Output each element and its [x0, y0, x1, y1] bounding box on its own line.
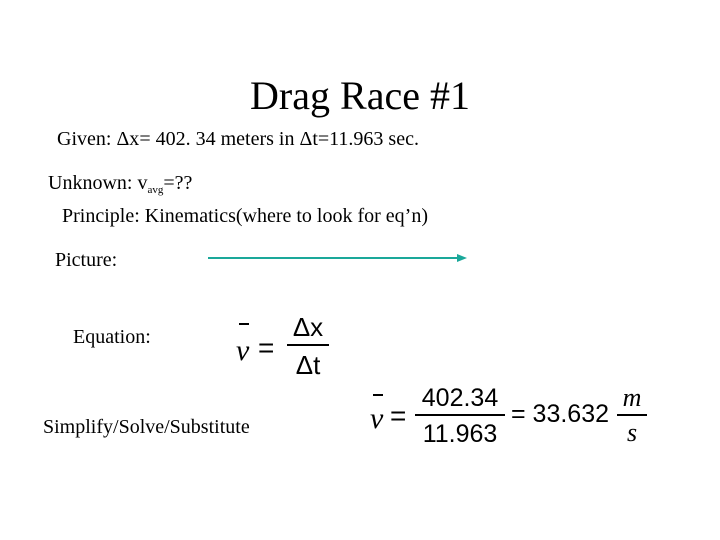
- equation-fraction: [287, 310, 329, 384]
- given-dt-symbol: Δt: [299, 128, 318, 150]
- solution-v-overbar: [373, 394, 383, 396]
- picture-label: Picture:: [55, 249, 118, 271]
- given-dt-text: =11.963 sec.: [317, 128, 419, 150]
- solution-denominator: 11.963: [422, 420, 498, 448]
- equation-average-velocity: [232, 310, 352, 390]
- motion-arrow: [205, 250, 470, 266]
- solve-label: Simplify/Solve/Substitute: [43, 416, 250, 438]
- equation-equals: =: [258, 332, 275, 363]
- given-prefix: Given:: [57, 128, 117, 150]
- unit-denominator: s: [626, 418, 638, 447]
- unit-fraction: [617, 382, 647, 450]
- given-dx-text: = 402. 34 meters in: [139, 128, 300, 150]
- solution-equals: =: [390, 400, 407, 431]
- unknown-suffix: =??: [163, 172, 193, 194]
- solution-v: v: [370, 402, 384, 435]
- slide-title: [0, 72, 720, 119]
- equation-label: Equation:: [73, 326, 151, 348]
- equation-v: v: [236, 334, 250, 367]
- given-line: [57, 128, 419, 151]
- unknown-prefix: Unknown: v: [48, 172, 148, 194]
- solution-fraction: [415, 382, 505, 452]
- principle-line: Principle: Kinematics(where to look for eq’n): [62, 205, 428, 227]
- solution-numerator: 402.34: [421, 384, 499, 412]
- equation-numerator: Δx: [292, 312, 324, 342]
- given-dx-symbol: Δx: [116, 128, 140, 150]
- arrow-head: [457, 254, 467, 262]
- unknown-subscript: avg: [147, 184, 164, 196]
- unit-numerator: m: [622, 383, 642, 412]
- unknown-line: [48, 172, 192, 195]
- equation-solution: [365, 380, 665, 460]
- v-overbar: [239, 323, 249, 325]
- solution-result: = 33.632: [511, 400, 610, 428]
- equation-denominator: Δt: [295, 350, 321, 380]
- slide-title-text: Drag Race #1: [250, 73, 470, 118]
